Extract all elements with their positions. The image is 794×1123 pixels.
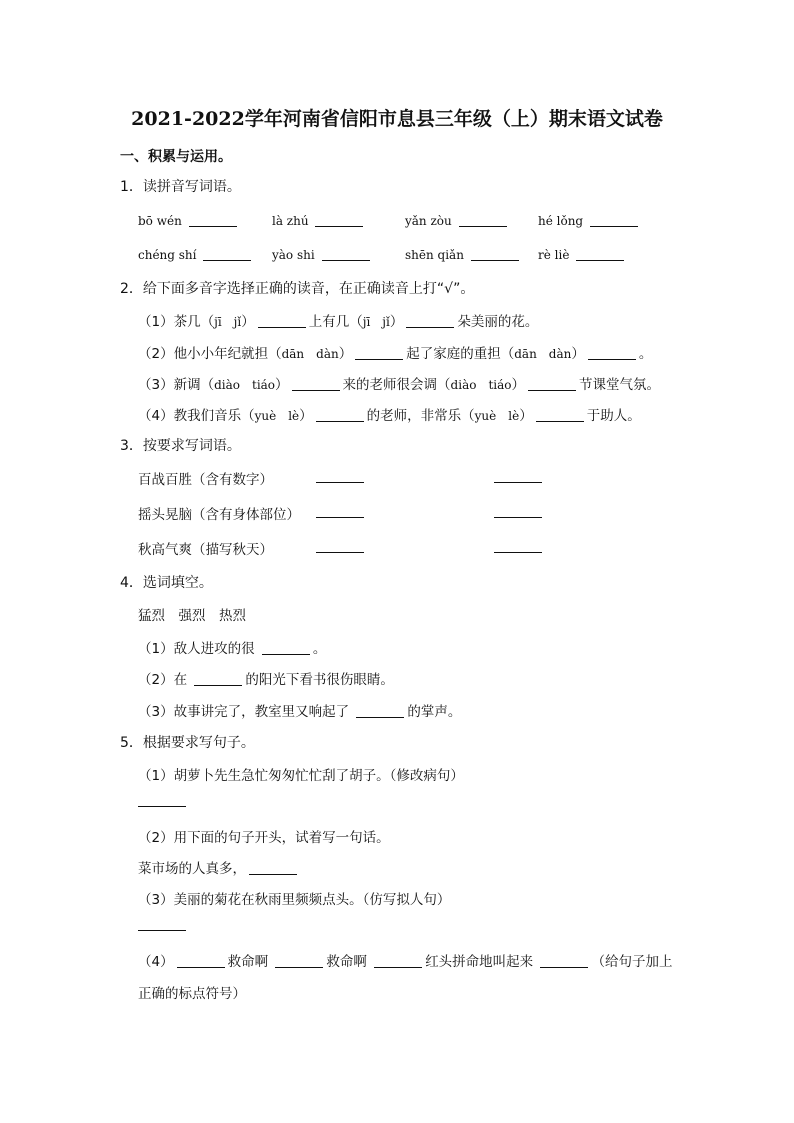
answer-blank[interactable]: [316, 540, 364, 553]
reading-options[interactable]: yuè lè: [474, 409, 520, 423]
reading-options[interactable]: dān dàn: [514, 347, 572, 361]
answer-blank[interactable]: [494, 540, 542, 553]
q4-line-3: （3）故事讲完了，教室里又响起了 的掌声。: [138, 704, 462, 720]
answer-blank[interactable]: [315, 212, 363, 227]
q5-item-3: （3）美丽的菊花在秋雨里频频点头。（仿写拟人句）: [138, 892, 451, 908]
answer-blank[interactable]: [588, 345, 636, 360]
answer-blank[interactable]: [194, 671, 242, 686]
answer-blank[interactable]: [494, 505, 542, 518]
answer-blank[interactable]: [316, 505, 364, 518]
q1-item: rè liè: [538, 246, 627, 262]
reading-options[interactable]: yuè lè: [254, 409, 300, 423]
q3-row-label: 秋高气爽（描写秋天）: [138, 542, 273, 558]
answer-blank[interactable]: [249, 860, 297, 875]
answer-blank[interactable]: [355, 345, 403, 360]
reading-options[interactable]: diào tiáo: [214, 378, 276, 392]
answer-blank[interactable]: [322, 246, 370, 261]
answer-blank[interactable]: [189, 212, 237, 227]
q1-item: là zhú: [272, 212, 366, 228]
q2-line-3: （3）新调（diào tiáo） 来的老师很会调（diào tiáo） 节课堂气氛。: [138, 377, 660, 393]
q1-item: yào shi: [272, 246, 373, 262]
answer-blank[interactable]: [138, 918, 186, 931]
q1-item: shēn qiǎn: [405, 246, 522, 262]
q4-line-2: （2）在 的阳光下看书很伤眼睛。: [138, 672, 394, 688]
q4-line-1: （1）敌人进攻的很 。: [138, 641, 327, 657]
reading-options[interactable]: jī jǐ: [214, 315, 242, 329]
answer-blank[interactable]: [203, 246, 251, 261]
q4-word-bank: 猛烈 强烈 热烈: [138, 608, 246, 624]
reading-options[interactable]: diào tiáo: [450, 378, 512, 392]
q3-title: 3．按要求写词语。: [120, 438, 241, 454]
answer-blank[interactable]: [528, 376, 576, 391]
q2-line-2: （2）他小小年纪就担（dān dàn） 起了家庭的重担（dān dàn） 。: [138, 346, 653, 362]
q5-item-2: （2）用下面的句子开头，试着写一句话。: [138, 830, 390, 846]
reading-options[interactable]: jī jǐ: [362, 315, 390, 329]
answer-blank[interactable]: [258, 313, 306, 328]
answer-blank[interactable]: [374, 953, 422, 968]
q2-title: 2．给下面多音字选择正确的读音，在正确读音上打“√”。: [120, 281, 475, 297]
q5-item-4-cont: 正确的标点符号）: [138, 986, 246, 1002]
q1-item: hé lǒng: [538, 212, 641, 228]
q1-item: bō wén: [138, 212, 240, 228]
answer-blank[interactable]: [292, 376, 340, 391]
section-heading: 一、积累与运用。: [120, 149, 232, 165]
q4-title: 4．选词填空。: [120, 575, 213, 591]
q5-item-1: （1）胡萝卜先生急忙匆匆忙忙刮了胡子。（修改病句）: [138, 768, 464, 784]
q3-row-label: 百战百胜（含有数字）: [138, 472, 273, 488]
exam-title: 2021-2022学年河南省信阳市息县三年级（上）期末语文试卷: [131, 108, 663, 130]
answer-blank[interactable]: [177, 953, 225, 968]
answer-blank[interactable]: [316, 407, 364, 422]
q5-item-2-prompt: 菜市场的人真多，: [138, 857, 300, 877]
q5-item-4: （4） 救命啊 救命啊 红头拼命地叫起来 （给句子加上: [138, 954, 673, 970]
answer-blank[interactable]: [536, 407, 584, 422]
answer-blank[interactable]: [590, 212, 638, 227]
answer-blank[interactable]: [459, 212, 507, 227]
answer-blank[interactable]: [576, 246, 624, 261]
reading-options[interactable]: dān dàn: [281, 347, 339, 361]
q1-item: yǎn zòu: [405, 212, 510, 228]
answer-blank[interactable]: [275, 953, 323, 968]
answer-blank[interactable]: [406, 313, 454, 328]
answer-blank[interactable]: [262, 640, 310, 655]
answer-blank[interactable]: [138, 794, 186, 807]
answer-blank[interactable]: [540, 953, 588, 968]
q2-line-4: （4）教我们音乐（yuè lè） 的老师，非常乐（yuè lè） 于助人。: [138, 408, 641, 424]
answer-blank[interactable]: [471, 246, 519, 261]
q2-line-1: （1）茶几（jī jǐ） 上有几（jī jǐ） 朵美丽的花。: [138, 314, 539, 330]
q1-item: chéng shí: [138, 246, 254, 262]
q1-title: 1．读拼音写词语。: [120, 179, 241, 195]
q3-row-label: 摇头晃脑（含有身体部位）: [138, 507, 300, 523]
answer-blank[interactable]: [494, 470, 542, 483]
q5-title: 5．根据要求写句子。: [120, 735, 255, 751]
answer-blank[interactable]: [356, 703, 404, 718]
answer-blank[interactable]: [316, 470, 364, 483]
